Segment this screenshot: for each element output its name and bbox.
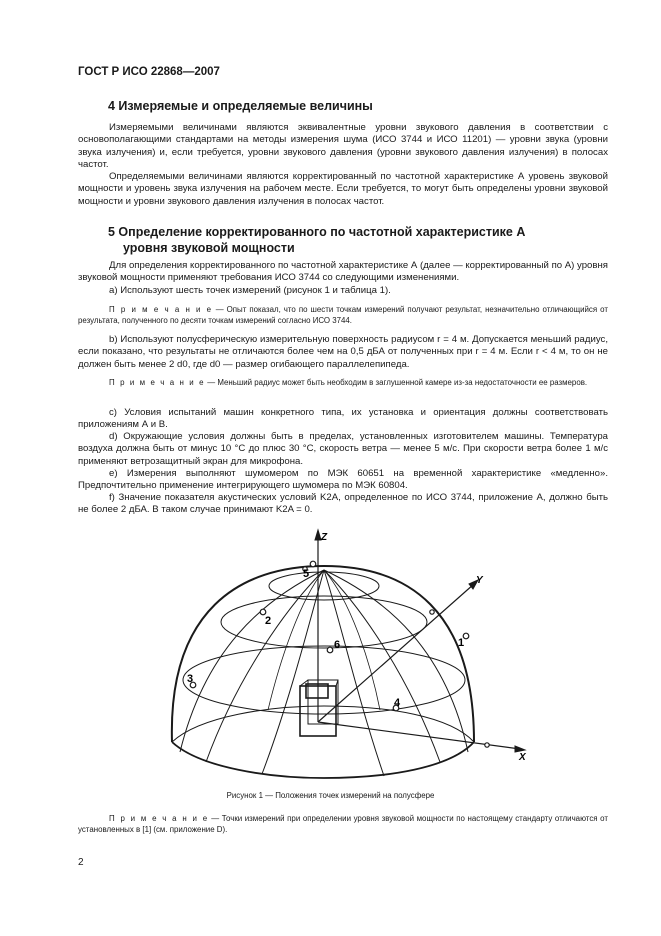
final-note xyxy=(78,813,608,835)
section-5-title-line-2: уровня звуковой мощности xyxy=(123,241,295,255)
meridian xyxy=(262,570,324,774)
note-2-label: П р и м е ч а н и е xyxy=(109,378,206,387)
meridian-back xyxy=(268,570,324,710)
section-4-paragraph-1: Измеряемыми величинами являются эквивалентные уровни звукового давления в соответствии с основополагающими стандартами на методы измерения шума (ИСО 3744 и ИСО 11201) — уровни звука (уровни звука излучения) и, если требуется, уровни звукового давления (уровни звукового давления излучения) в полосах частот. xyxy=(78,122,608,170)
x-axis-label: X xyxy=(519,752,526,763)
point-label-2: 2 xyxy=(265,615,272,627)
point-label-6: 6 xyxy=(334,639,341,651)
meridian-back xyxy=(324,570,380,710)
latitude-ring-2 xyxy=(221,596,427,648)
section-5-title-line-1: 5 Определение корректированного по частотной характеристике А xyxy=(108,225,526,239)
item-a: а) Используют шесть точек измерений (рисунок 1 и таблица 1). xyxy=(109,285,391,296)
hemisphere-outline xyxy=(172,566,474,742)
section-4-title: 4 Измеряемые и определяемые величины xyxy=(108,99,373,113)
y-axis-label: Y xyxy=(476,575,483,586)
meridian xyxy=(324,570,468,752)
note-1-text: — Опыт показал, что по шести точкам измерений получают результат, незначительно отличающийся от результата, полученного по десяти точкам измерений согласно ИСО 3744. xyxy=(78,305,608,326)
final-note-text: — Точки измерений при определении уровня звуковой мощности по настоящему стандарту отличаются от установленных в [1] (см. приложение D). xyxy=(78,814,608,835)
final-note-label: П р и м е ч а н и е xyxy=(109,814,209,823)
meridian xyxy=(324,570,384,776)
item-e: е) Измерения выполняют шумомером по МЭК 60651 на временной характеристике «медленно». Предпочтительно применение интегрирующего шумомера по МЭК 60804. xyxy=(78,468,608,492)
equator-front xyxy=(172,742,474,778)
point-label-5: 5 xyxy=(303,568,310,580)
item-f: f) Значение показателя акустических условий K2A, определенное по ИСО 3744, приложение А, должно быть не более 2 дБА. В таком случае принимают K2A = 0. xyxy=(78,492,608,516)
item-c: с) Условия испытаний машин конкретного типа, их установка и ориентация должны соответствовать приложениям А и В. xyxy=(78,407,608,431)
ring-marker xyxy=(430,610,434,614)
z-axis-label: Z xyxy=(321,532,328,543)
measurement-point-6 xyxy=(327,647,333,653)
point-label-1: 1 xyxy=(458,637,465,649)
point-label-3: 3 xyxy=(187,673,194,685)
page-number: 2 xyxy=(78,857,84,868)
section-4-paragraph-2: Определяемыми величинами являются корректированный по частотной характеристике А уровень звуковой мощности и уровень звука излучения на рабочем месте. Если требуется, то могут быть определены уровни звуковой мощности и уровни звукового давления излучения в полосах частот. xyxy=(78,171,608,207)
measurement-point-5 xyxy=(310,561,316,567)
point-label-4: 4 xyxy=(394,697,401,709)
document-header: ГОСТ Р ИСО 22868—2007 xyxy=(78,66,220,78)
note-1-label: П р и м е ч а н и е xyxy=(109,305,213,314)
ring-marker xyxy=(485,743,489,747)
item-b: b) Используют полусферическую измерительную поверхность радиусом r = 4 м. Допускается меньший радиус, если показано, что результаты не отличаются более чем на 0,5 дБА от полученных при r = 4 м. Если r < 4 м, то он не должен быть менее 2 d0, где d0 — размер огибающего параллелепипеда. xyxy=(78,334,608,370)
item-d: d) Окружающие условия должны быть в пределах, установленных изготовителем машины. Температура воздуха должна быть от минус 10 °С до плюс 30 °С, скорость ветра — менее 5 м/с. При скорости ветра более 1 м/с применяют ветрозащитный экран для микрофона. xyxy=(78,431,608,467)
note-2-text: — Меньший радиус может быть необходим в заглушенной камере из-за недостаточности ее размеров. xyxy=(205,378,588,387)
section-5-intro: Для определения корректированного по частотной характеристике А (далее — корректированный по А) уровня звуковой мощности применяют требования ИСО 3744 со следующими изменениями. xyxy=(78,260,608,284)
measurement-point-2 xyxy=(260,609,266,615)
figure-caption: Рисунок 1 — Положения точек измерений на полусфере xyxy=(226,791,435,800)
